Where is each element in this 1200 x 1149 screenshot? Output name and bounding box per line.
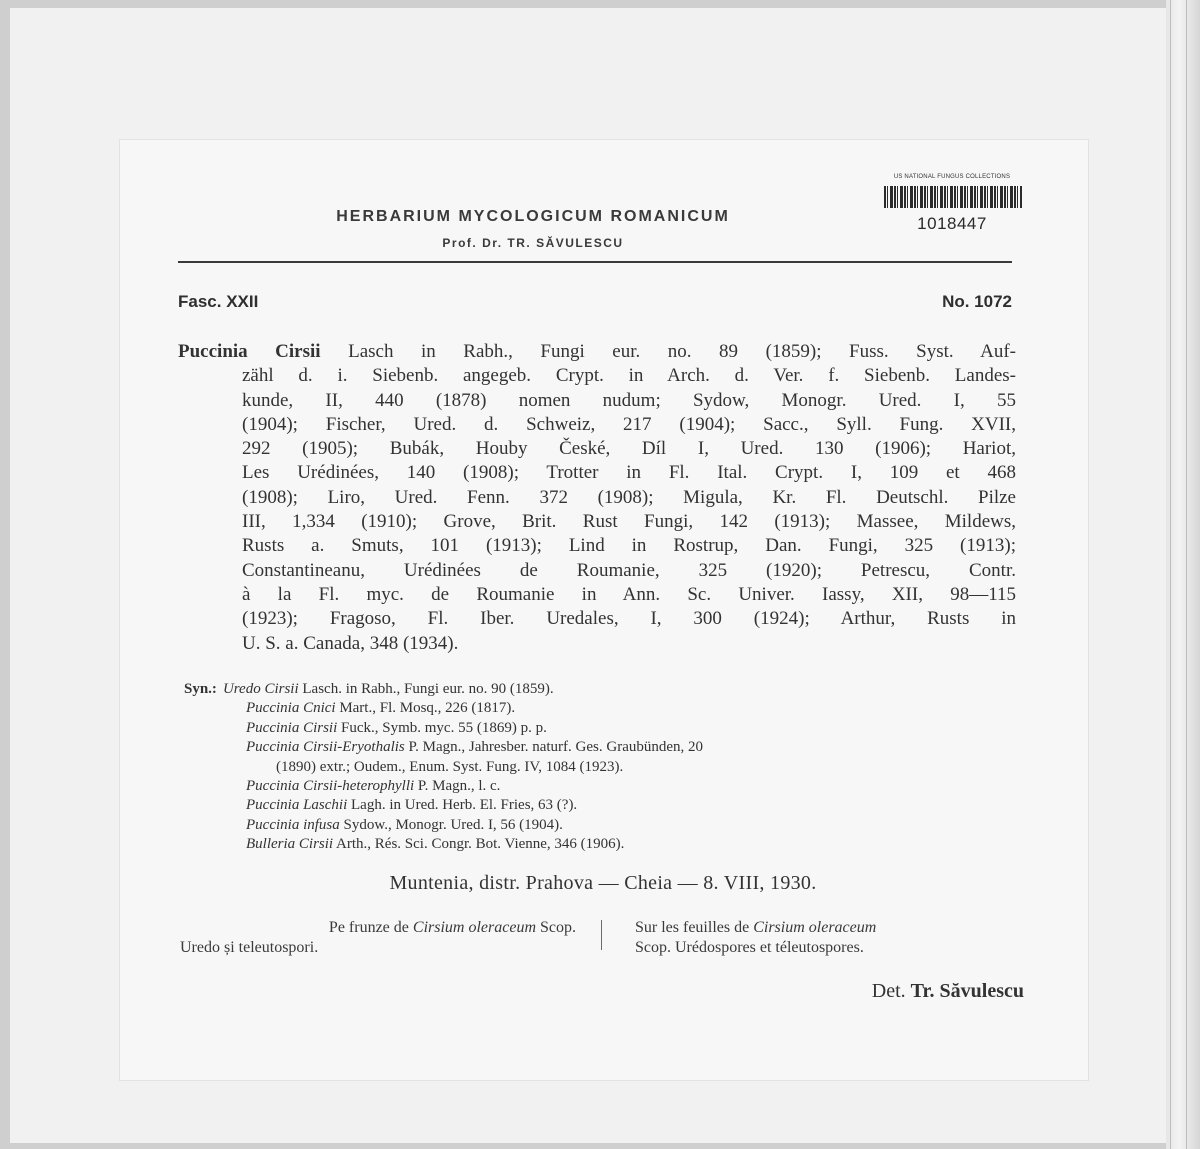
sheet-edge-line [1170,0,1171,1149]
synonym-row: Puccinia Cnici Mart., Fl. Mosq., 226 (1817). [246,700,516,717]
citation-line: U. S. a. Canada, 348 (1934). [242,632,459,654]
determiner: Det. Tr. Săvulescu [871,980,1024,1002]
citation-line: (1908); Liro, Ured. Fenn. 372 (1908); Migula, Kr. Fl. Deutschl. Pilze [242,486,1016,508]
citation-line: zähl d. i. Siebenb. angegeb. Crypt. in Arch. d. Ver. f. Siebenb. Landes- [242,365,1016,387]
host-name: Cirsium oleraceum [753,919,877,936]
fascicle-number: Fasc. XXII [178,292,259,311]
taxon-name: Puccinia Cirsii [178,341,321,362]
citation-line: à la Fl. myc. de Roumanie in Ann. Sc. Univer. Iassy, XII, 98—115 [242,583,1016,605]
barcode-icon [884,186,1022,208]
sheet-edge-line [1186,0,1187,1149]
barcode-number: 1018447 [917,214,987,233]
synonym-row: Bulleria Cirsii Arth., Rés. Sci. Congr. Bot. Vienne, 346 (1906). [246,836,625,853]
synonym-row: (1890) extr.; Oudem., Enum. Syst. Fung. IV, 1084 (1923). [276,758,624,775]
synonyms-list [184,680,1022,855]
citation-line: Puccinia Cirsii Lasch in Rabh., Fungi eur. no. 89 (1859); Fuss. Syst. Auf- [178,341,1016,362]
citation-line: (1904); Fischer, Ured. d. Schweiz, 217 (1904); Sacc., Syll. Fung. XVII, [242,413,1016,435]
synonym-row: Puccinia Cirsii-Eryothalis P. Magn., Jahresber. naturf. Ges. Graubünden, 20 [246,739,704,756]
synonym-row: Puccinia Cirsii Fuck., Symb. myc. 55 (1869) p. p. [246,719,547,736]
synonym-row: Puccinia Cirsii-heterophylli P. Magn., l. c. [246,778,501,795]
citation-line: Constantineanu, Urédinées de Roumanie, 325 (1920); Petrescu, Contr. [242,559,1016,581]
citation-line: kunde, II, 440 (1878) nomen nudum; Sydow, Monogr. Ured. I, 55 [242,389,1016,411]
host-name: Cirsium oleraceum [412,919,536,936]
specimen-number: No. 1072 [942,292,1012,311]
citation-line: (1923); Fragoso, Fl. Iber. Uredales, I, 300 (1924); Arthur, Rusts in [242,608,1016,630]
taxon-citation [178,340,1016,656]
citation-line: III, 1,334 (1910); Grove, Brit. Rust Fungi, 142 (1913); Massee, Mildews, [242,511,1016,533]
sheet-edge [1166,0,1200,1149]
synonym-row: Puccinia Laschii Lagh. in Ured. Herb. El. Fries, 63 (?). [246,797,578,814]
header-rule [178,261,1012,263]
herbarium-title: HERBARIUM MYCOLOGICUM ROMANICUM [336,208,730,225]
herbarium-subtitle: Prof. Dr. TR. SĂVULESCU [442,236,624,250]
note-divider [601,920,602,950]
citation-line: 292 (1905); Bubák, Houby České, Díl I, Ured. 130 (1906); Hariot, [242,438,1016,460]
collection-locality: Muntenia, distr. Prahova — Cheia — 8. VIII, 1930. [389,872,817,894]
synonyms-label: Syn.: [184,681,217,697]
host-note-romanian: Pe frunze de Cirsium oleraceum Scop. Uredo și teleutospori. [180,919,576,956]
citation-line: Les Urédinées, 140 (1908); Trotter in Fl. Ital. Crypt. I, 109 et 468 [242,462,1016,484]
host-note-french: Sur les feuilles de Cirsium oleraceum Scop. Urédospores et téleutospores. [635,919,877,956]
synonym-row: Puccinia infusa Sydow., Monogr. Ured. I, 56 (1904). [246,816,563,833]
barcode-caption: US NATIONAL FUNGUS COLLECTIONS [893,174,1011,180]
citation-line: Rusts a. Smuts, 101 (1913); Lind in Rostrup, Dan. Fungi, 325 (1913); [242,535,1016,557]
synonym-row: Syn.: Uredo Cirsii Lasch. in Rabh., Fungi eur. no. 90 (1859). [184,681,554,697]
determiner-name: Tr. Săvulescu [910,980,1024,1002]
barcode-label [876,174,1028,238]
